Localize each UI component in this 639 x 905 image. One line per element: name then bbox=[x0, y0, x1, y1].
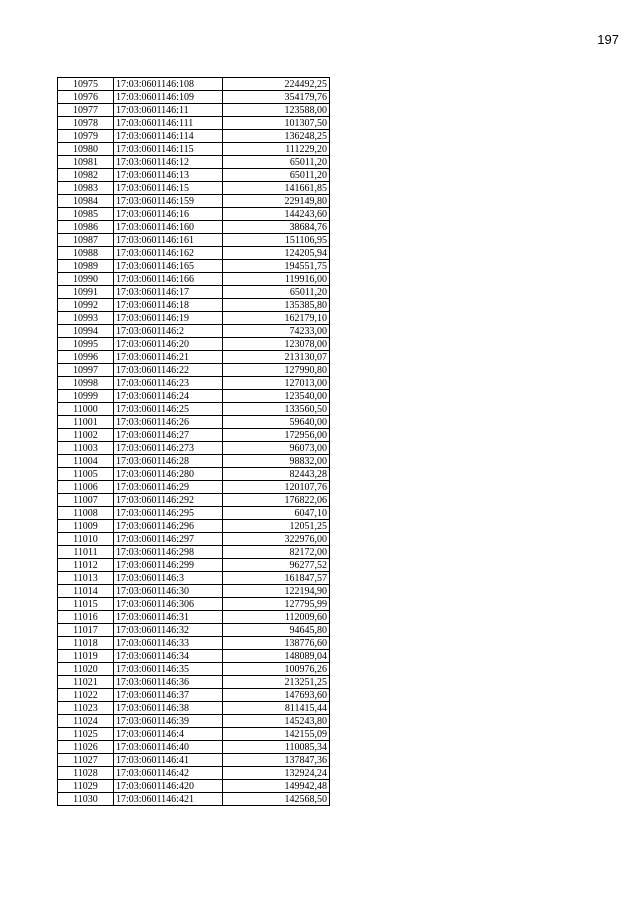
row-number-cell: 11015 bbox=[58, 598, 114, 611]
row-number-cell: 11007 bbox=[58, 494, 114, 507]
cadastral-number-cell: 17:03:0601146:15 bbox=[114, 182, 223, 195]
cadastral-value-cell: 135385,80 bbox=[223, 299, 330, 312]
table-row bbox=[58, 91, 330, 104]
row-number-cell: 10989 bbox=[58, 260, 114, 273]
row-number-cell: 10984 bbox=[58, 195, 114, 208]
row-number-cell: 10992 bbox=[58, 299, 114, 312]
row-number-cell: 10993 bbox=[58, 312, 114, 325]
table-row bbox=[58, 195, 330, 208]
cadastral-number-cell: 17:03:0601146:166 bbox=[114, 273, 223, 286]
table-row bbox=[58, 663, 330, 676]
cadastral-number-cell: 17:03:0601146:38 bbox=[114, 702, 223, 715]
row-number-cell: 11021 bbox=[58, 676, 114, 689]
row-number-cell: 11016 bbox=[58, 611, 114, 624]
cadastral-value-cell: 111229,20 bbox=[223, 143, 330, 156]
cadastral-number-cell: 17:03:0601146:280 bbox=[114, 468, 223, 481]
table-row bbox=[58, 507, 330, 520]
table-row bbox=[58, 481, 330, 494]
cadastral-value-cell: 229149,80 bbox=[223, 195, 330, 208]
table-row bbox=[58, 403, 330, 416]
table-row bbox=[58, 702, 330, 715]
cadastral-value-cell: 119916,00 bbox=[223, 273, 330, 286]
table-row bbox=[58, 286, 330, 299]
cadastral-value-table bbox=[57, 77, 330, 806]
table-row bbox=[58, 468, 330, 481]
table-row bbox=[58, 637, 330, 650]
cadastral-number-cell: 17:03:0601146:108 bbox=[114, 78, 223, 91]
cadastral-number-cell: 17:03:0601146:111 bbox=[114, 117, 223, 130]
row-number-cell: 11001 bbox=[58, 416, 114, 429]
row-number-cell: 10988 bbox=[58, 247, 114, 260]
cadastral-number-cell: 17:03:0601146:296 bbox=[114, 520, 223, 533]
cadastral-number-cell: 17:03:0601146:420 bbox=[114, 780, 223, 793]
table-row bbox=[58, 754, 330, 767]
row-number-cell: 11024 bbox=[58, 715, 114, 728]
table-row bbox=[58, 559, 330, 572]
row-number-cell: 10997 bbox=[58, 364, 114, 377]
row-number-cell: 11023 bbox=[58, 702, 114, 715]
table-row bbox=[58, 260, 330, 273]
cadastral-value-cell: 176822,06 bbox=[223, 494, 330, 507]
cadastral-value-cell: 82172,00 bbox=[223, 546, 330, 559]
table-row bbox=[58, 273, 330, 286]
cadastral-number-cell: 17:03:0601146:34 bbox=[114, 650, 223, 663]
row-number-cell: 10985 bbox=[58, 208, 114, 221]
cadastral-number-cell: 17:03:0601146:306 bbox=[114, 598, 223, 611]
cadastral-value-cell: 124205,94 bbox=[223, 247, 330, 260]
cadastral-value-cell: 213251,25 bbox=[223, 676, 330, 689]
table-row bbox=[58, 234, 330, 247]
cadastral-number-cell: 17:03:0601146:18 bbox=[114, 299, 223, 312]
table-row bbox=[58, 364, 330, 377]
cadastral-value-cell: 38684,76 bbox=[223, 221, 330, 234]
row-number-cell: 10978 bbox=[58, 117, 114, 130]
cadastral-number-cell: 17:03:0601146:165 bbox=[114, 260, 223, 273]
table-row bbox=[58, 104, 330, 117]
cadastral-value-cell: 127795,99 bbox=[223, 598, 330, 611]
row-number-cell: 10999 bbox=[58, 390, 114, 403]
table-row bbox=[58, 247, 330, 260]
row-number-cell: 10979 bbox=[58, 130, 114, 143]
cadastral-value-cell: 149942,48 bbox=[223, 780, 330, 793]
row-number-cell: 11008 bbox=[58, 507, 114, 520]
table-row bbox=[58, 377, 330, 390]
cadastral-value-cell: 112009,60 bbox=[223, 611, 330, 624]
cadastral-value-cell: 162179,10 bbox=[223, 312, 330, 325]
cadastral-value-cell: 148089,04 bbox=[223, 650, 330, 663]
cadastral-value-cell: 224492,25 bbox=[223, 78, 330, 91]
table-row bbox=[58, 312, 330, 325]
row-number-cell: 11003 bbox=[58, 442, 114, 455]
table-row bbox=[58, 741, 330, 754]
cadastral-value-cell: 94645,80 bbox=[223, 624, 330, 637]
cadastral-value-cell: 120107,76 bbox=[223, 481, 330, 494]
row-number-cell: 11028 bbox=[58, 767, 114, 780]
cadastral-value-cell: 151106,95 bbox=[223, 234, 330, 247]
cadastral-value-cell: 161847,57 bbox=[223, 572, 330, 585]
table-row bbox=[58, 156, 330, 169]
row-number-cell: 11000 bbox=[58, 403, 114, 416]
table-row bbox=[58, 455, 330, 468]
table-row bbox=[58, 650, 330, 663]
row-number-cell: 11030 bbox=[58, 793, 114, 806]
cadastral-value-cell: 65011,20 bbox=[223, 286, 330, 299]
row-number-cell: 10994 bbox=[58, 325, 114, 338]
row-number-cell: 11014 bbox=[58, 585, 114, 598]
cadastral-value-cell: 101307,50 bbox=[223, 117, 330, 130]
row-number-cell: 11004 bbox=[58, 455, 114, 468]
cadastral-value-cell: 127013,00 bbox=[223, 377, 330, 390]
table-row bbox=[58, 442, 330, 455]
cadastral-number-cell: 17:03:0601146:31 bbox=[114, 611, 223, 624]
cadastral-number-cell: 17:03:0601146:3 bbox=[114, 572, 223, 585]
cadastral-value-cell: 123540,00 bbox=[223, 390, 330, 403]
cadastral-value-cell: 172956,00 bbox=[223, 429, 330, 442]
table-row bbox=[58, 715, 330, 728]
cadastral-value-cell: 811415,44 bbox=[223, 702, 330, 715]
row-number-cell: 11025 bbox=[58, 728, 114, 741]
cadastral-number-cell: 17:03:0601146:20 bbox=[114, 338, 223, 351]
cadastral-number-cell: 17:03:0601146:19 bbox=[114, 312, 223, 325]
table-row bbox=[58, 221, 330, 234]
cadastral-value-cell: 142155,09 bbox=[223, 728, 330, 741]
cadastral-number-cell: 17:03:0601146:160 bbox=[114, 221, 223, 234]
cadastral-value-cell: 194551,75 bbox=[223, 260, 330, 273]
cadastral-value-cell: 141661,85 bbox=[223, 182, 330, 195]
cadastral-number-cell: 17:03:0601146:23 bbox=[114, 377, 223, 390]
table-row bbox=[58, 520, 330, 533]
cadastral-number-cell: 17:03:0601146:115 bbox=[114, 143, 223, 156]
cadastral-number-cell: 17:03:0601146:299 bbox=[114, 559, 223, 572]
row-number-cell: 10975 bbox=[58, 78, 114, 91]
row-number-cell: 10987 bbox=[58, 234, 114, 247]
row-number-cell: 10983 bbox=[58, 182, 114, 195]
row-number-cell: 10995 bbox=[58, 338, 114, 351]
cadastral-number-cell: 17:03:0601146:2 bbox=[114, 325, 223, 338]
table-row bbox=[58, 585, 330, 598]
cadastral-value-cell: 138776,60 bbox=[223, 637, 330, 650]
row-number-cell: 11010 bbox=[58, 533, 114, 546]
row-number-cell: 11029 bbox=[58, 780, 114, 793]
cadastral-number-cell: 17:03:0601146:40 bbox=[114, 741, 223, 754]
table-row bbox=[58, 429, 330, 442]
row-number-cell: 10986 bbox=[58, 221, 114, 234]
cadastral-number-cell: 17:03:0601146:26 bbox=[114, 416, 223, 429]
table-row bbox=[58, 143, 330, 156]
table-row bbox=[58, 624, 330, 637]
cadastral-number-cell: 17:03:0601146:29 bbox=[114, 481, 223, 494]
row-number-cell: 10998 bbox=[58, 377, 114, 390]
cadastral-value-cell: 133560,50 bbox=[223, 403, 330, 416]
cadastral-value-cell: 6047,10 bbox=[223, 507, 330, 520]
row-number-cell: 11020 bbox=[58, 663, 114, 676]
cadastral-number-cell: 17:03:0601146:161 bbox=[114, 234, 223, 247]
row-number-cell: 10996 bbox=[58, 351, 114, 364]
cadastral-value-cell: 123078,00 bbox=[223, 338, 330, 351]
cadastral-number-cell: 17:03:0601146:297 bbox=[114, 533, 223, 546]
cadastral-number-cell: 17:03:0601146:33 bbox=[114, 637, 223, 650]
cadastral-number-cell: 17:03:0601146:162 bbox=[114, 247, 223, 260]
table-row bbox=[58, 598, 330, 611]
cadastral-value-cell: 145243,80 bbox=[223, 715, 330, 728]
table-row bbox=[58, 689, 330, 702]
cadastral-value-cell: 82443,28 bbox=[223, 468, 330, 481]
cadastral-value-cell: 65011,20 bbox=[223, 169, 330, 182]
cadastral-number-cell: 17:03:0601146:24 bbox=[114, 390, 223, 403]
cadastral-number-cell: 17:03:0601146:28 bbox=[114, 455, 223, 468]
row-number-cell: 10977 bbox=[58, 104, 114, 117]
table-row bbox=[58, 390, 330, 403]
cadastral-value-cell: 123588,00 bbox=[223, 104, 330, 117]
cadastral-number-cell: 17:03:0601146:159 bbox=[114, 195, 223, 208]
cadastral-number-cell: 17:03:0601146:114 bbox=[114, 130, 223, 143]
table-row bbox=[58, 572, 330, 585]
cadastral-number-cell: 17:03:0601146:25 bbox=[114, 403, 223, 416]
cadastral-number-cell: 17:03:0601146:32 bbox=[114, 624, 223, 637]
cadastral-number-cell: 17:03:0601146:295 bbox=[114, 507, 223, 520]
table-row bbox=[58, 546, 330, 559]
cadastral-value-cell: 127990,80 bbox=[223, 364, 330, 377]
cadastral-value-cell: 96073,00 bbox=[223, 442, 330, 455]
cadastral-value-cell: 354179,76 bbox=[223, 91, 330, 104]
row-number-cell: 11011 bbox=[58, 546, 114, 559]
table-row bbox=[58, 780, 330, 793]
row-number-cell: 11009 bbox=[58, 520, 114, 533]
row-number-cell: 10976 bbox=[58, 91, 114, 104]
table-row bbox=[58, 130, 330, 143]
cadastral-value-cell: 137847,36 bbox=[223, 754, 330, 767]
cadastral-value-cell: 144243,60 bbox=[223, 208, 330, 221]
cadastral-number-cell: 17:03:0601146:17 bbox=[114, 286, 223, 299]
row-number-cell: 11005 bbox=[58, 468, 114, 481]
table-row bbox=[58, 338, 330, 351]
cadastral-number-cell: 17:03:0601146:30 bbox=[114, 585, 223, 598]
cadastral-value-cell: 213130,07 bbox=[223, 351, 330, 364]
cadastral-number-cell: 17:03:0601146:41 bbox=[114, 754, 223, 767]
table-row bbox=[58, 611, 330, 624]
row-number-cell: 10980 bbox=[58, 143, 114, 156]
cadastral-number-cell: 17:03:0601146:298 bbox=[114, 546, 223, 559]
table-row bbox=[58, 117, 330, 130]
cadastral-value-cell: 12051,25 bbox=[223, 520, 330, 533]
row-number-cell: 11013 bbox=[58, 572, 114, 585]
cadastral-number-cell: 17:03:0601146:35 bbox=[114, 663, 223, 676]
cadastral-value-cell: 147693,60 bbox=[223, 689, 330, 702]
table-row bbox=[58, 208, 330, 221]
table-row bbox=[58, 494, 330, 507]
table-row bbox=[58, 533, 330, 546]
cadastral-number-cell: 17:03:0601146:36 bbox=[114, 676, 223, 689]
table-row bbox=[58, 728, 330, 741]
cadastral-number-cell: 17:03:0601146:4 bbox=[114, 728, 223, 741]
table-row bbox=[58, 299, 330, 312]
cadastral-value-cell: 65011,20 bbox=[223, 156, 330, 169]
cadastral-value-cell: 142568,50 bbox=[223, 793, 330, 806]
cadastral-value-cell: 74233,00 bbox=[223, 325, 330, 338]
cadastral-number-cell: 17:03:0601146:21 bbox=[114, 351, 223, 364]
table-row bbox=[58, 793, 330, 806]
table-row bbox=[58, 676, 330, 689]
cadastral-number-cell: 17:03:0601146:39 bbox=[114, 715, 223, 728]
row-number-cell: 11027 bbox=[58, 754, 114, 767]
row-number-cell: 11017 bbox=[58, 624, 114, 637]
cadastral-number-cell: 17:03:0601146:37 bbox=[114, 689, 223, 702]
cadastral-number-cell: 17:03:0601146:16 bbox=[114, 208, 223, 221]
row-number-cell: 11022 bbox=[58, 689, 114, 702]
row-number-cell: 10991 bbox=[58, 286, 114, 299]
cadastral-value-cell: 322976,00 bbox=[223, 533, 330, 546]
cadastral-value-cell: 96277,52 bbox=[223, 559, 330, 572]
row-number-cell: 10981 bbox=[58, 156, 114, 169]
cadastral-value-cell: 132924,24 bbox=[223, 767, 330, 780]
cadastral-number-cell: 17:03:0601146:273 bbox=[114, 442, 223, 455]
cadastral-value-cell: 110085,34 bbox=[223, 741, 330, 754]
cadastral-value-cell: 122194,90 bbox=[223, 585, 330, 598]
row-number-cell: 11012 bbox=[58, 559, 114, 572]
cadastral-number-cell: 17:03:0601146:109 bbox=[114, 91, 223, 104]
row-number-cell: 11006 bbox=[58, 481, 114, 494]
cadastral-value-cell: 100976,26 bbox=[223, 663, 330, 676]
cadastral-number-cell: 17:03:0601146:292 bbox=[114, 494, 223, 507]
table-row bbox=[58, 78, 330, 91]
cadastral-number-cell: 17:03:0601146:421 bbox=[114, 793, 223, 806]
cadastral-number-cell: 17:03:0601146:12 bbox=[114, 156, 223, 169]
row-number-cell: 11018 bbox=[58, 637, 114, 650]
row-number-cell: 11026 bbox=[58, 741, 114, 754]
table-row bbox=[58, 169, 330, 182]
row-number-cell: 10982 bbox=[58, 169, 114, 182]
cadastral-number-cell: 17:03:0601146:42 bbox=[114, 767, 223, 780]
table-row bbox=[58, 351, 330, 364]
table-row bbox=[58, 325, 330, 338]
cadastral-value-cell: 98832,00 bbox=[223, 455, 330, 468]
cadastral-number-cell: 17:03:0601146:11 bbox=[114, 104, 223, 117]
row-number-cell: 11002 bbox=[58, 429, 114, 442]
cadastral-number-cell: 17:03:0601146:13 bbox=[114, 169, 223, 182]
row-number-cell: 10990 bbox=[58, 273, 114, 286]
cadastral-number-cell: 17:03:0601146:22 bbox=[114, 364, 223, 377]
cadastral-value-cell: 59640,00 bbox=[223, 416, 330, 429]
row-number-cell: 11019 bbox=[58, 650, 114, 663]
table-row bbox=[58, 767, 330, 780]
table-row bbox=[58, 182, 330, 195]
cadastral-value-cell: 136248,25 bbox=[223, 130, 330, 143]
table-row bbox=[58, 416, 330, 429]
table-body bbox=[58, 78, 330, 806]
page-number: 197 bbox=[597, 32, 619, 47]
cadastral-number-cell: 17:03:0601146:27 bbox=[114, 429, 223, 442]
